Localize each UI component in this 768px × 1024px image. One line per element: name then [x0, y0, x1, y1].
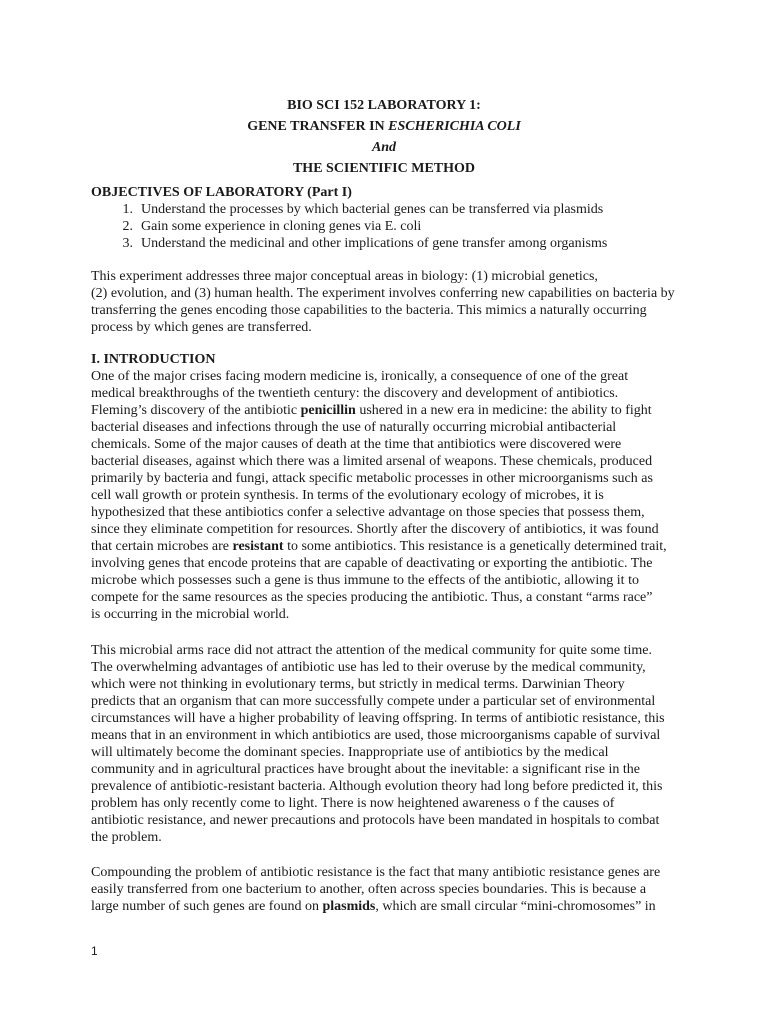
objective-text: Understand the medicinal and other implications of gene transfer among organisms: [141, 236, 608, 251]
text-line: compete for the same resources as the species producing the antibiotic. Thus, a constant “arms race”: [91, 590, 653, 605]
text-line: process by which genes are transferred.: [91, 320, 312, 335]
title-line-4: THE SCIENTIFIC METHOD: [292, 161, 476, 176]
objectives-heading: OBJECTIVES OF LABORATORY (Part I): [91, 185, 352, 200]
text-line: This microbial arms race did not attract the attention of the medical community for quite some time.: [91, 643, 652, 658]
text-segment: large number of such genes are found on: [91, 899, 323, 914]
text-line: transferring the genes encoding those capabilities to the bacteria. This mimics a naturally occurring: [91, 303, 647, 318]
text-line: the problem.: [91, 830, 162, 845]
text-line: circumstances will have a higher probability of leaving offspring. In terms of antibiotic resistance, this: [91, 711, 665, 726]
text-line: This experiment addresses three major conceptual areas in biology: (1) microbial genetics,: [91, 269, 598, 284]
text-line: chemicals. Some of the major causes of death at the time that antibiotics were discovered were: [91, 437, 622, 452]
text-line: means that in an environment in which antibiotics are used, those microorganisms capable of survival: [91, 728, 661, 743]
text-segment: to some antibiotics. This resistance is a genetically determined trait,: [283, 539, 667, 554]
text-line: (2) evolution, and (3) human health. The experiment involves conferring new capabilities on bacteria by: [91, 286, 675, 301]
text-segment: that certain microbes are: [91, 539, 233, 554]
text-segment: ushered in a new era in medicine: the ability to fight: [355, 403, 652, 418]
text-line: predicts that an organism that can more successfully compete under a particular set of environmental: [91, 694, 656, 709]
text-line: [91, 538, 687, 555]
objective-number: 3.: [122, 236, 133, 251]
objective-item: [91, 235, 691, 252]
text-line: easily transferred from one bacterium to another, often across species boundaries. This is because a: [91, 882, 647, 897]
introduction-section: [91, 351, 687, 623]
text-line: One of the major crises facing modern medicine is, ironically, a consequence of one of the great: [91, 369, 629, 384]
text-line: medical breakthroughs of the twentieth century: the discovery and development of antibiotics.: [91, 386, 619, 401]
text-line: microbe which possesses such a gene is thus immune to the effects of the antibiotic, allowing it to: [91, 573, 639, 588]
objective-item: [91, 218, 691, 235]
objective-number: 1.: [122, 202, 133, 217]
text-line: [91, 898, 687, 915]
text-line: antibiotic resistance, and newer precautions and protocols have been mandated in hospitals to combat: [91, 813, 660, 828]
text-line: bacterial diseases and infections through the use of naturally occurring microbial antibacterial: [91, 420, 617, 435]
text-line: The overwhelming advantages of antibiotic use has led to their overuse by the medical community,: [91, 660, 646, 675]
text-segment: , which are small circular “mini-chromosomes” in: [375, 899, 656, 914]
text-line: Compounding the problem of antibiotic resistance is the fact that many antibiotic resistance genes are: [91, 865, 661, 880]
text-line: bacterial diseases, against which there was a limited arsenal of weapons. These chemicals, produced: [91, 454, 653, 469]
keyword-resistant: resistant: [232, 539, 284, 554]
paragraph-overview: [91, 268, 687, 336]
page-number: 1: [91, 944, 98, 958]
text-line: is occurring in the microbial world.: [91, 607, 290, 622]
objective-number: 2.: [122, 219, 133, 234]
objectives-list: [91, 201, 691, 252]
text-line: community and in agricultural practices have brought about the inevitable: a significant rise in the: [91, 762, 640, 777]
objective-text: Understand the processes by which bacterial genes can be transferred via plasmids: [141, 202, 604, 217]
objective-item: [91, 201, 691, 218]
text-line: will ultimately become the dominant species. Inappropriate use of antibiotics by the medical: [91, 745, 609, 760]
title-line-1: BIO SCI 152 LABORATORY 1:: [287, 98, 481, 113]
title-line-2-prefix: GENE TRANSFER IN: [247, 119, 389, 134]
introduction-heading: I. INTRODUCTION: [91, 352, 216, 367]
text-line: prevalence of antibiotic-resistant bacteria. Although evolution theory had long before predicted it, this: [91, 779, 663, 794]
paragraph-arms-race: [91, 642, 687, 846]
text-line: involving genes that encode proteins that are capable of deactivating or exporting the antibiotic. The: [91, 556, 653, 571]
text-line: [91, 402, 687, 419]
document-title: [0, 95, 768, 179]
text-line: cell wall growth or protein synthesis. In terms of the evolutionary ecology of microbes, it is: [91, 488, 604, 503]
paragraph-plasmids: [91, 864, 687, 915]
title-line-3: And: [371, 140, 397, 155]
text-line: which were not thinking in evolutionary terms, but strictly in medical terms. Darwinian Theory: [91, 677, 625, 692]
title-line-2: [0, 116, 768, 137]
title-organism: ESCHERICHIA COLI: [388, 119, 521, 134]
keyword-plasmids: plasmids: [322, 899, 376, 914]
objectives-section: [91, 184, 691, 252]
text-line: problem has only recently come to light. There is now heightened awareness o f the causes of: [91, 796, 615, 811]
objective-text: Gain some experience in cloning genes via E. coli: [141, 219, 422, 234]
keyword-penicillin: penicillin: [300, 403, 356, 418]
text-line: since they eliminate competition for resources. Shortly after the discovery of antibiotics, it was found: [91, 522, 659, 537]
text-segment: Fleming’s discovery of the antibiotic: [91, 403, 301, 418]
text-line: primarily by bacteria and fungi, attack specific metabolic processes in other microorganisms such as: [91, 471, 653, 486]
text-line: hypothesized that these antibiotics confer a selective advantage on those species that possess them,: [91, 505, 645, 520]
